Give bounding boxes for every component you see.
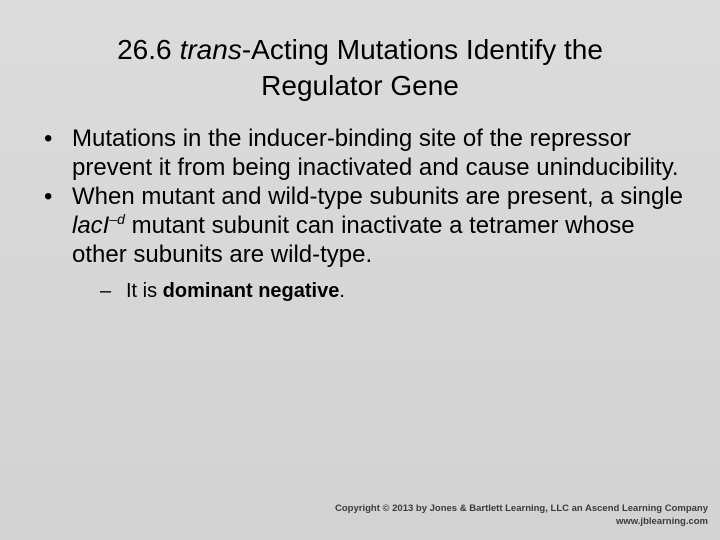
bullet-marker: • — [44, 183, 53, 210]
copyright-line: Copyright © 2013 by Jones & Bartlett Learning, LLC an Ascend Learning Company — [335, 503, 708, 514]
gene-name: lacI — [72, 212, 110, 239]
title-italic-word: trans — [179, 34, 242, 65]
title-line2: Regulator Gene — [261, 70, 459, 101]
bullet-item-2 — [44, 182, 684, 269]
publisher-url: www.jblearning.com — [615, 516, 708, 527]
bullet-text: Mutations in the inducer-binding site of the repressor prevent it from being inactivated and cause uninducibility. — [72, 125, 679, 181]
sub-bullet-text-post: . — [339, 280, 345, 302]
gene-superscript: –d — [109, 211, 125, 227]
bullet-marker: • — [44, 125, 53, 152]
bullet-item-1 — [44, 124, 684, 182]
section-number: 26.6 — [117, 34, 172, 65]
bullet-text-pre: When mutant and wild-type subunits are present, a single — [72, 183, 684, 210]
bullet-list — [44, 124, 684, 304]
sub-bullet-bold-term: dominant negative — [162, 280, 340, 302]
sub-bullet-marker: – — [100, 280, 112, 302]
sub-bullet-text-pre: It is — [126, 280, 163, 302]
bullet-text-post: mutant subunit can inactivate a tetramer whose other subunits are wild-type. — [72, 212, 635, 268]
slide-title — [40, 32, 680, 104]
copyright-footer — [335, 502, 708, 528]
sub-bullet-item — [100, 278, 684, 304]
title-line1-rest: -Acting Mutations Identify the — [241, 34, 603, 65]
